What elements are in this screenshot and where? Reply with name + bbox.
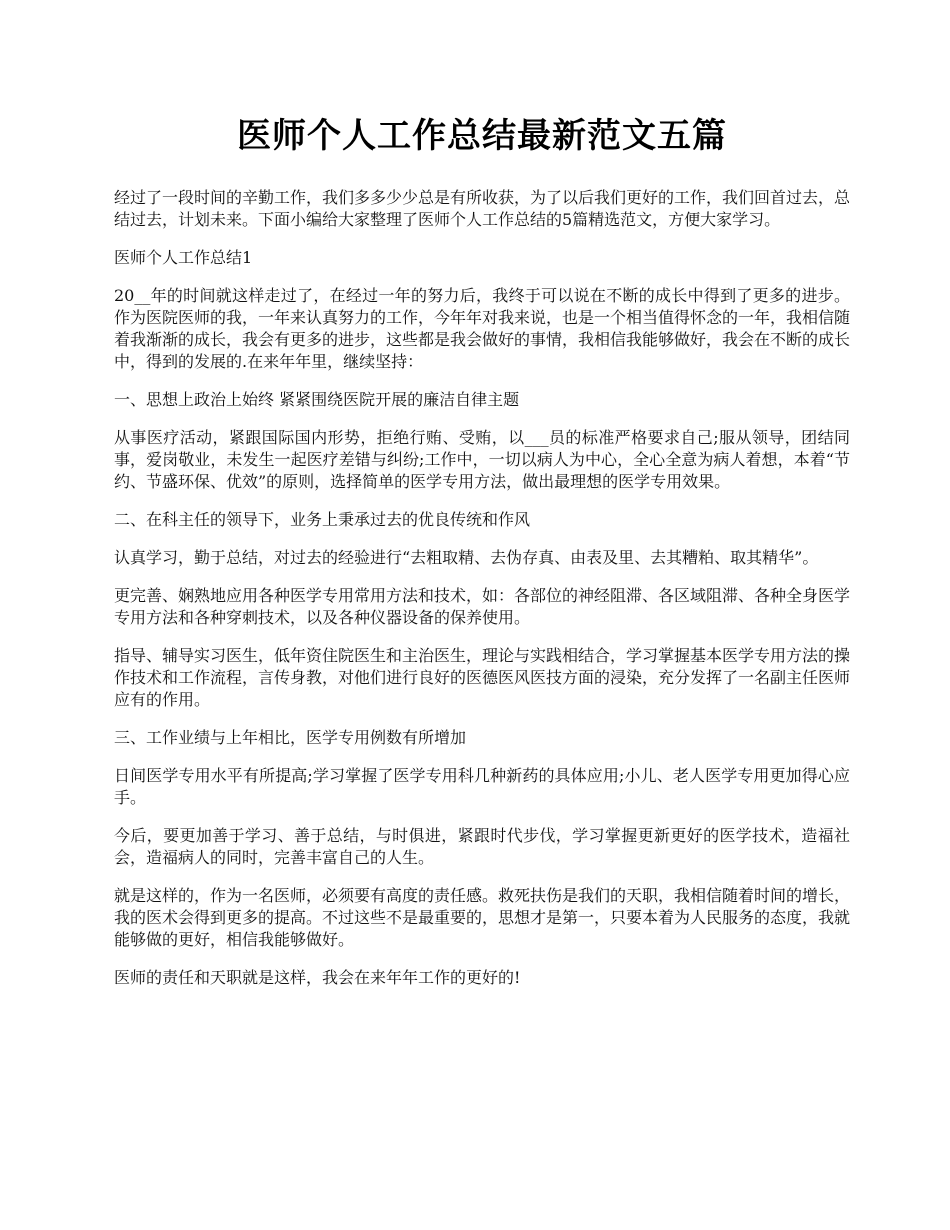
body-paragraph: 认真学习，勤于总结，对过去的经验进行“去粗取精、去伪存真、由表及里、去其糟粕、取其精华”。 — [114, 548, 819, 567]
body-paragraph: 今后，要更加善于学习、善于总结，与时俱进，紧跟时代步伐，学习掌握更新更好的医学技术，造福社会，造福病人的同时，完善丰富自己的人生。 — [114, 826, 850, 867]
document-title: 医师个人工作总结最新范文五篇 — [237, 116, 727, 156]
body-paragraph: 日间医学专用水平有所提高;学习掌握了医学专用科几种新药的具体应用;小儿、老人医学专用更加得心应手。 — [114, 766, 850, 807]
body-paragraph: 指导、辅导实习医生，低年资住院医生和主治医生，理论与实践相结合，学习掌握基本医学专用方法的操作技术和工作流程，言传身教，对他们进行良好的医德医风医技方面的浸染，充分发挥了一名副主任医师应有的作用。 — [114, 646, 851, 709]
point-heading-2: 二、在科主任的领导下，业务上秉承过去的优良传统和作风 — [114, 510, 531, 529]
body-paragraph: 更完善、娴熟地应用各种医学专用常用方法和技术，如：各部位的神经阻滞、各区域阻滞、各种全身医学专用方法和各种穿刺技术，以及各种仪器设备的保养使用。 — [114, 586, 851, 627]
intro-paragraph: 经过了一段时间的辛勤工作，我们多多少少总是有所收获，为了以后我们更好的工作，我们回首过去，总结过去，计划未来。下面小编给大家整理了医师个人工作总结的5篇精选范文，方便大家学习。 — [114, 188, 851, 229]
section-heading-summary-1: 医师个人工作总结1 — [114, 248, 253, 267]
point-heading-3: 三、工作业绩与上年相比，医学专用例数有所增加 — [114, 728, 467, 747]
closing-paragraph: 医师的责任和天职就是这样，我会在来年年工作的更好的! — [114, 968, 521, 987]
body-paragraph: 就是这样的，作为一名医师，必须要有高度的责任感。救死扶伤是我们的天职，我相信随着时间的增长，我的医术会得到更多的提高。不过这些不是最重要的，思想才是第一，只要本着为人民服务的态度，我就能够做的更好，相信我能够做好。 — [114, 886, 851, 949]
body-paragraph: 20__年的时间就这样走过了，在经过一年的努力后，我终于可以说在不断的成长中得到了更多的进步。作为医院医师的我，一年来认真努力的工作，今年年对我来说，也是一个相当值得怀念的一年，我相信随着我渐渐的成长，我会有更多的进步，这些都是我会做好的事情，我相信我能够做好，我会在不断的成长中，得到的发展的.在来年年里，继续坚持： — [114, 286, 851, 371]
body-paragraph: 从事医疗活动，紧跟国际国内形势，拒绝行贿、受贿，以___员的标准严格要求自己;服从领导，团结同事，爱岗敬业，未发生一起医疗差错与纠纷;工作中，一切以病人为中心，全心全意为病人着想，本着“节约、节盛环保、优效”的原则，选择简单的医学专用方法，做出最理想的医学专用效果。 — [114, 428, 850, 491]
point-heading-1: 一、思想上政治上始终 紧紧围绕医院开展的廉洁自律主题 — [114, 390, 520, 409]
